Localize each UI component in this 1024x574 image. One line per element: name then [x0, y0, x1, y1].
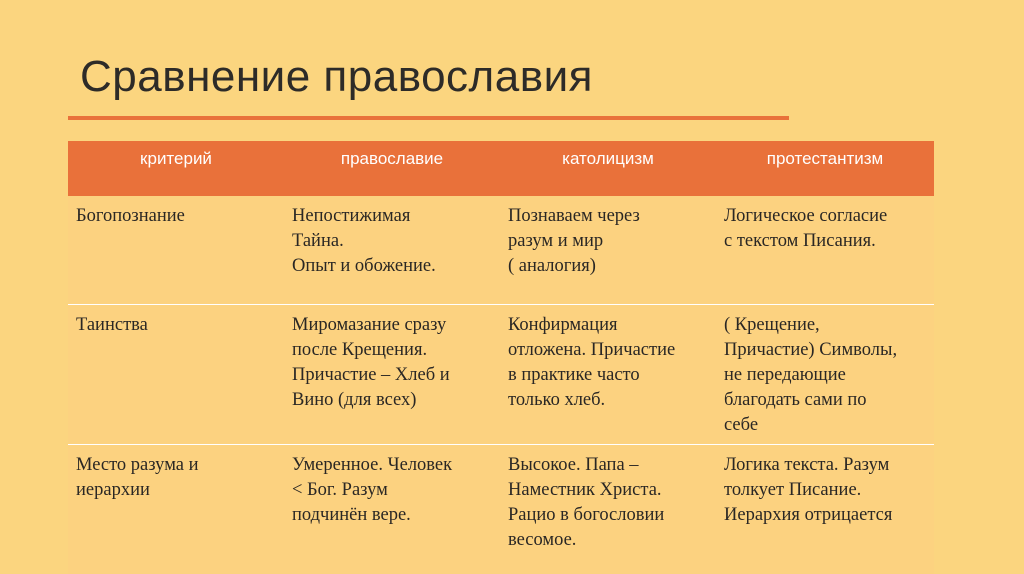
header-criterion: критерий	[68, 141, 284, 196]
row-orthodoxy	[284, 444, 500, 574]
row-catholicism	[500, 196, 716, 304]
cell-text: Место разума и иерархии	[76, 454, 199, 500]
row-criterion	[68, 196, 284, 304]
cell-text: Непостижимая Тайна. Опыт и обожение.	[292, 206, 436, 276]
header-protestantism: протестантизм	[716, 141, 934, 196]
row-orthodoxy	[284, 196, 500, 304]
row-criterion	[68, 444, 284, 574]
cell-text: Высокое. Папа – Наместник Христа. Рацио в богословии весомое.	[508, 454, 665, 550]
table-row	[68, 304, 934, 444]
row-criterion	[68, 304, 284, 444]
cell-text: Познаваем через разум и мир ( аналогия)	[508, 206, 640, 276]
row-catholicism	[500, 304, 716, 444]
cell-text: Таинства	[76, 314, 148, 335]
cell-text: Конфирмация отложена. Причастие в практике часто только хлеб.	[508, 314, 676, 410]
row-catholicism	[500, 444, 716, 574]
cell-text: Логика текста. Разум толкует Писание. Иерархия отрицается	[724, 454, 893, 525]
row-protestantism	[716, 196, 934, 304]
header-catholicism: католицизм	[500, 141, 716, 196]
cell-text: Миромазание сразу после Крещения. Причастие – Хлеб и Вино (для всех)	[292, 314, 450, 410]
row-orthodoxy	[284, 304, 500, 444]
table-header-row	[68, 141, 934, 196]
cell-text: Богопознание	[76, 206, 185, 226]
comparison-table	[68, 141, 934, 574]
cell-text: ( Крещение, Причастие) Символы, не передающие благодать сами по себе	[724, 314, 898, 435]
table-row	[68, 196, 934, 304]
row-protestantism	[716, 304, 934, 444]
page-title: Сравнение православия	[80, 52, 593, 101]
cell-text: Логическое согласие с текстом Писания.	[724, 206, 888, 251]
cell-text: Умеренное. Человек < Бог. Разум подчинён вере.	[292, 454, 453, 525]
title-underline	[68, 116, 789, 120]
header-orthodoxy: православие	[284, 141, 500, 196]
table-row	[68, 444, 934, 574]
row-protestantism	[716, 444, 934, 574]
